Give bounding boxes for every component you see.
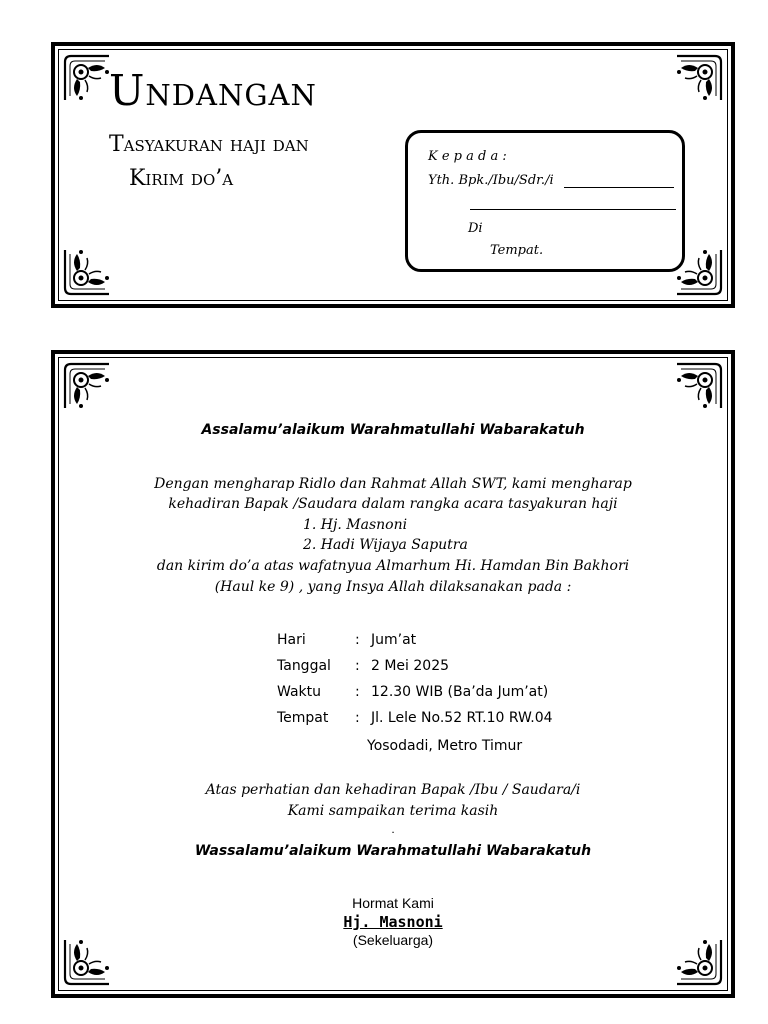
signature-name: Hj. Masnoni <box>343 913 443 931</box>
address-di: Di <box>468 221 483 236</box>
detail-sep: : <box>355 710 360 726</box>
address-line <box>564 187 674 188</box>
detail-label: Hari <box>277 632 306 648</box>
address-box <box>405 130 685 272</box>
ornament-corner-icon <box>61 360 113 412</box>
ornament-corner-icon <box>673 52 725 104</box>
detail-value: Jl. Lele No.52 RT.10 RW.04 <box>371 710 553 726</box>
address-continuation: Yosodadi, Metro Timur <box>367 738 523 754</box>
signature-family: (Sekeluarga) <box>352 932 434 948</box>
address-yth: Yth. Bpk./Ibu/Sdr./i <box>428 173 554 188</box>
detail-sep: : <box>355 684 360 700</box>
detail-sep: : <box>355 632 360 648</box>
envelope-card <box>51 42 735 308</box>
detail-label: Waktu <box>277 684 321 700</box>
detail-value: 12.30 WIB (Ba’da Jum’at) <box>371 684 549 700</box>
body-line: 1. Hj. Masnoni <box>303 517 408 533</box>
ornament-corner-icon <box>61 246 113 298</box>
address-line <box>470 209 676 210</box>
invitation-title: Undangan <box>109 66 317 115</box>
detail-row <box>277 684 548 700</box>
ornament-corner-icon <box>673 360 725 412</box>
closing-line: Atas perhatian dan kehadiran Bapak /Ibu / Saudara/i <box>205 782 581 798</box>
body-line: dan kirim do’a atas wafatnyua Almarhum Hi. Hamdan Bin Bakhori <box>156 558 630 574</box>
detail-label: Tanggal <box>277 658 331 674</box>
body-line: 2. Hadi Wijaya Saputra <box>303 537 468 553</box>
detail-row <box>277 710 553 726</box>
body-line: kehadiran Bapak /Saudara dalam rangka acara tasyakuran haji <box>168 496 618 512</box>
farewell: Wassalamu’alaikum Warahmatullahi Wabarakatuh <box>194 843 592 859</box>
closing-dot: . <box>391 822 395 836</box>
detail-row <box>277 658 449 674</box>
invitation-subtitle-line2: Kirim do’a <box>129 166 234 191</box>
detail-value: Jum’at <box>371 632 417 648</box>
invitation-subtitle-line1: Tasyakuran haji dan <box>109 132 309 157</box>
body-line: (Haul ke 9) , yang Insya Allah dilaksanakan pada : <box>214 579 572 595</box>
greeting: Assalamu’alaikum Warahmatullahi Wabarakatuh <box>201 422 585 438</box>
letter-card <box>51 350 735 998</box>
signature-regards: Hormat Kami <box>352 895 434 911</box>
detail-sep: : <box>355 658 360 674</box>
body-line: Dengan mengharap Ridlo dan Rahmat Allah SWT, kami mengharap <box>154 476 632 492</box>
ornament-corner-icon <box>61 52 113 104</box>
address-kepada: K e p a d a : <box>428 149 507 164</box>
closing-line: Kami sampaikan terima kasih <box>287 803 499 819</box>
detail-row <box>277 632 416 648</box>
detail-label: Tempat <box>277 710 329 726</box>
address-tempat: Tempat. <box>490 243 544 258</box>
detail-value: 2 Mei 2025 <box>371 658 450 674</box>
